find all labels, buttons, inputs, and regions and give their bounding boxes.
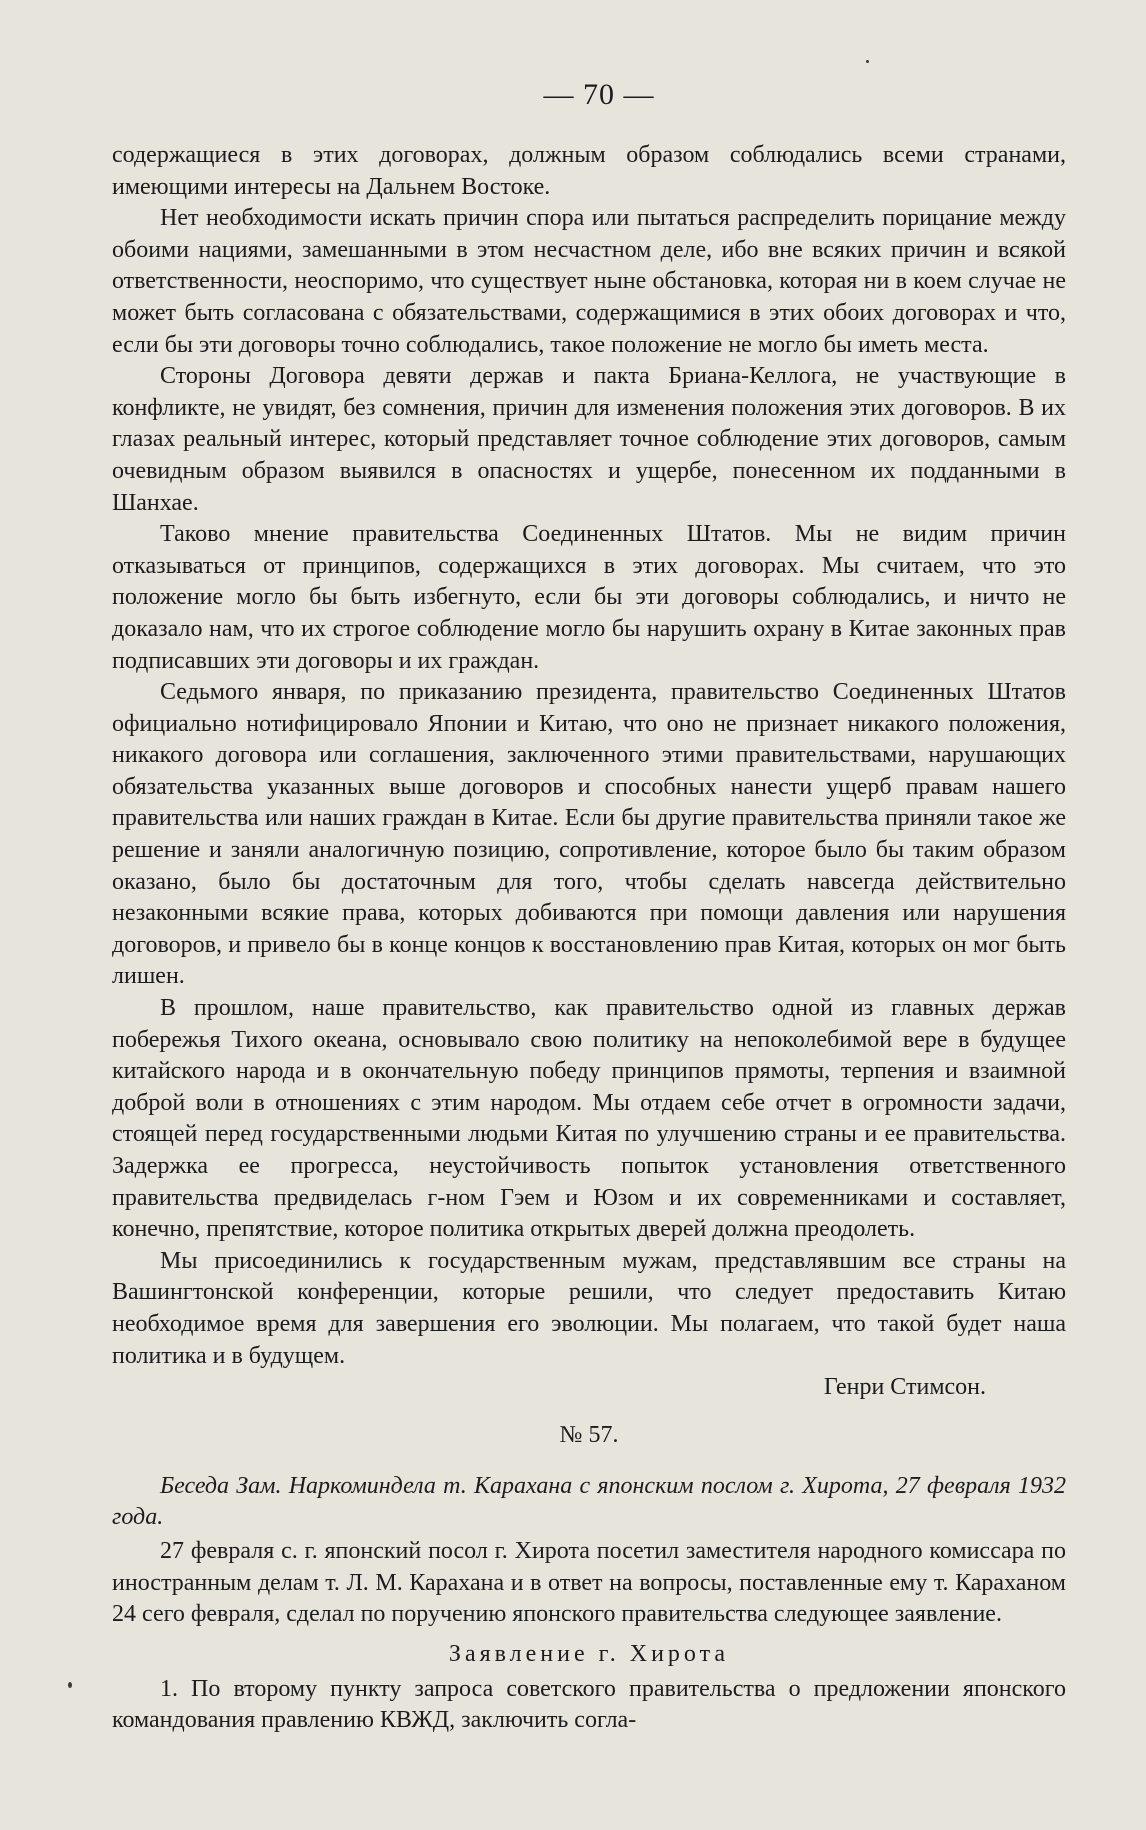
section-heading: Заявление г. Хирота — [448, 1640, 730, 1667]
letter-body — [112, 140, 1066, 1372]
page-number: — 70 — — [543, 78, 655, 111]
paragraph: Таково мнение правительства Соединенных Штатов. Мы не видим причин отказываться от принципов, содержащихся в этих договорах. Мы считаем, что это положение могло бы быть избегнуто, если бы эти договоры соблюдались, и ничто не доказало нам, что их строгое соблюдение могло бы нарушить охрану в Китае законных прав подписавших эти договоры и их граждан. — [112, 521, 1066, 674]
paragraph: 1. По второму пункту запроса советского правительства о предложении японского командования правлению КВЖД, заключить согла- — [112, 1675, 1066, 1734]
paragraph: Мы присоединились к государственным мужам, представлявшим все страны на Вашингтонской конференции, которые решили, что следует предоставить Китаю необходимое время для завершения его эволюции. Мы полагаем, что такой будет наша политика и в будущем. — [112, 1247, 1066, 1369]
document-number: № 57. — [559, 1421, 619, 1448]
paragraph: Стороны Договора девяти держав и пакта Бриана-Келлога, не участвующие в конфликте, не увидят, без сомнения, причин для изменения положения этих договоров. В их глазах реальный интерес, который представляет точное соблюдение этих договоров, самым очевидным образом выявился в опасностях и ущербе, понесенном их подданными в Шанхае. — [112, 363, 1066, 516]
paragraph: Седьмого января, по приказанию президента, правительство Соединенных Штатов официально нотифицировало Японии и Китаю, что оно не признает никакого положения, никакого договора или соглашения, заключенного этими правительствами, нарушающих обязательства указанных выше договоров и способных нанести ущерб правам нашего правительства или наших граждан в Китае. Если бы другие правительства приняли такое же решение и заняли аналогичную позицию, сопротивление, которое было бы таким образом оказано, было бы достаточным для того, чтобы сделать навсегда действительно незаконными всякие права, которых добиваются при помощи давления или нарушения договоров, и привело бы в конце концов к восстановлению прав Китая, которых он мог быть лишен. — [112, 679, 1066, 990]
document-intro — [112, 1536, 1066, 1631]
signature: Генри Стимсон. — [823, 1374, 986, 1401]
paragraph: В прошлом, наше правительство, как правительство одной из главных держав побережья Тихого океана, основывало свою политику на непоколебимой вере в будущее китайского народа и в окончательную победу принципов прямоты, терпения и взаимной доброй воли в отношениях с этим народом. Мы отдаем себе отчет в огромности задачи, стоящей перед государственными людьми Китая по улучшению страны и ее правительства. Задержка ее прогресса, неустойчивость попыток установления ответственного правительства предвиделась г-ном Гэем и Юзом и их современниками и составляет, конечно, препятствие, которое политика открытых дверей должна преодолеть. — [112, 995, 1066, 1243]
print-speck — [68, 1682, 72, 1688]
paragraph: содержащиеся в этих договорах, должным образом соблюдались всеми странами, имеющими интересы на Дальнем Востоке. — [112, 142, 1066, 200]
document-heading: Беседа Зам. Наркоминдела т. Карахана с японским послом г. Хирота, 27 февраля 1932 года. — [112, 1472, 1066, 1531]
print-speck — [866, 60, 869, 63]
section-body — [112, 1674, 1066, 1737]
paragraph: 27 февраля с. г. японский посол г. Хирота посетил заместителя народного комиссара по иностранным делам т. Л. М. Карахана и в ответ на вопросы, поставленные ему т. Караханом 24 сего февраля, сделал по поручению японского правительства следующее заявление. — [112, 1537, 1066, 1628]
paragraph: Нет необходимости искать причин спора или пытаться распределить порицание между обоими нациями, замешанными в этом несчастном деле, ибо вне всяких причин и всякой ответственности, неоспоримо, что существует ныне обстановка, которая ни в коем случае не может быть согласована с обязательствами, содержащимися в этих обоих договорах и что, если бы эти договоры точно соблюдались, такое положение не могло бы иметь места. — [112, 205, 1066, 358]
